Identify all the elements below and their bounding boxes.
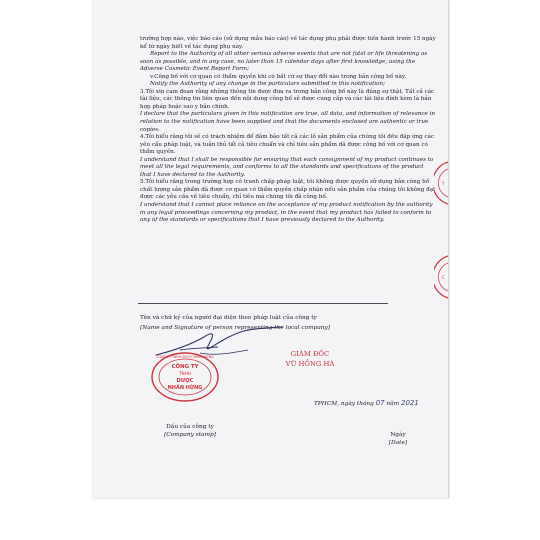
paragraph-3: Notify the Authority of any change in the particulars submitted in this notification; bbox=[150, 81, 385, 88]
date-year-label: năm bbox=[386, 401, 400, 407]
paragraph-5: I declare that the particulars given in this notification are true, all data, and information of relevance in relation to the notification have been supplied and that the documents enclosed are authentic or true copies. bbox=[140, 111, 435, 133]
separator-line bbox=[138, 303, 388, 304]
director-name: VŨ HỒNG HÀ bbox=[285, 360, 335, 368]
company-seal-vi: Dấu của công ty bbox=[166, 424, 214, 430]
paragraph-8: 5.Tôi hiểu rằng trong trường hợp có tranh chấp pháp luật, tôi không được quyền sử dụng bản công bố chất lượng sản phẩm đã được cơ quan có thẩm quyền chấp nhận nếu sản phẩm của chúng tôi không đạt được các yêu cầu về tiêu chuẩn, chỉ tiêu mà chúng tôi đã công bố. bbox=[140, 179, 436, 201]
svg-text:CÔNG TY bbox=[172, 363, 199, 370]
svg-text:CÔNG TY TNHH DƯỢC NHÂN HỪNG bbox=[156, 354, 214, 359]
signature-label-vi: Tên và chữ ký của người đại diện theo pháp luật của công ty bbox=[140, 315, 317, 321]
svg-text:Y: Y bbox=[442, 181, 445, 186]
svg-text:NHÂN HỪNG bbox=[168, 384, 203, 391]
paragraph-9: I understand that I cannot place reliance on the acceptance of my product notification by the authority in any legal proceedings concerning my product, in the event that my product has failed to conform to any of the standards or specifications that I have previously declared to the Authority. bbox=[140, 202, 433, 224]
date-month-label: tháng bbox=[356, 401, 374, 407]
date-month: 07 bbox=[375, 399, 385, 407]
place-date-line bbox=[314, 399, 448, 407]
stamp-ring-text: CÔNG TY TNHH DƯỢC NHÂN HỪNG bbox=[156, 354, 214, 359]
edge-stamp-bottom bbox=[434, 254, 448, 300]
company-stamp bbox=[150, 351, 220, 403]
signature-label-en: [Name and Signature of person representing the local company] bbox=[140, 325, 331, 331]
director-title: GIÁM ĐỐC bbox=[290, 350, 330, 358]
date-label-en: [Date] bbox=[388, 440, 408, 446]
paragraph-0: trường hợp nào, việc báo cáo (sử dụng mẫu báo cáo) về tác dụng phụ phải được tiến hành trước 15 ngày kể từ ngày biết về tác dụng phụ này. bbox=[140, 36, 436, 50]
date-label bbox=[368, 431, 428, 447]
paragraph-2: v.Công bố với cơ quan có thẩm quyền khi có bất cứ sự thay đổi nào trong bản công bố này. bbox=[150, 73, 407, 80]
place-date-prefix: TPHCM, ngày bbox=[314, 401, 356, 407]
paragraph-1: Report to the Authority of all other serious adverse events that are not fatal or life threatening as soon as possible, and in any case, no later than 15 calendar days after first knowledge, using the Adverse Cosmetic Event Report Form; bbox=[140, 51, 428, 73]
svg-text:C: C bbox=[442, 275, 445, 280]
paragraph-4: 3.Tôi xin cam đoan rằng những thông tin được đưa ra trong bản công bố này là đúng sự thật. Tất cả các tài liệu, các thông tin liên quan đến nội dung công bố sẽ được cung cấp và các tài liệu đính kèm là bản hợp pháp hoặc sao y bản chính. bbox=[140, 88, 435, 110]
stamp-line-2: TNHH bbox=[179, 371, 191, 376]
document-page bbox=[92, 0, 448, 498]
paragraph-7: I understand that I shall be responsible for ensuring that each consignment of my product continues to meet all the legal requirements, and conforms to all the standards and specifications of the product that I have declared to the Authority. bbox=[140, 156, 434, 178]
company-seal-en: [Company stamp] bbox=[164, 432, 216, 438]
director-block bbox=[240, 349, 380, 369]
paragraph-6: 4.Tôi hiểu rằng tôi sẽ có trách nhiệm để đảm bảo tất cả các lô sản phẩm của chúng tôi đều đáp ứng các yêu cầu pháp luật, và tuân thủ tất cả tiêu chuẩn và chỉ tiêu sản phẩm đã được công bố với cơ quan có thẩm quyền. bbox=[140, 134, 435, 156]
stamp-line-3: DƯỢC bbox=[176, 378, 194, 384]
svg-text:DƯỢC bbox=[177, 378, 194, 384]
document-body bbox=[140, 36, 436, 225]
stamp-line-4: NHÂN HỪNG bbox=[167, 385, 203, 391]
svg-text:TNHH bbox=[178, 371, 191, 376]
company-seal-label bbox=[140, 423, 240, 439]
date-year: 2021 bbox=[401, 399, 419, 407]
stamp-line-1: CÔNG TY bbox=[171, 364, 199, 370]
date-label-vi: Ngày bbox=[390, 432, 406, 438]
edge-stamp-top bbox=[434, 160, 448, 206]
